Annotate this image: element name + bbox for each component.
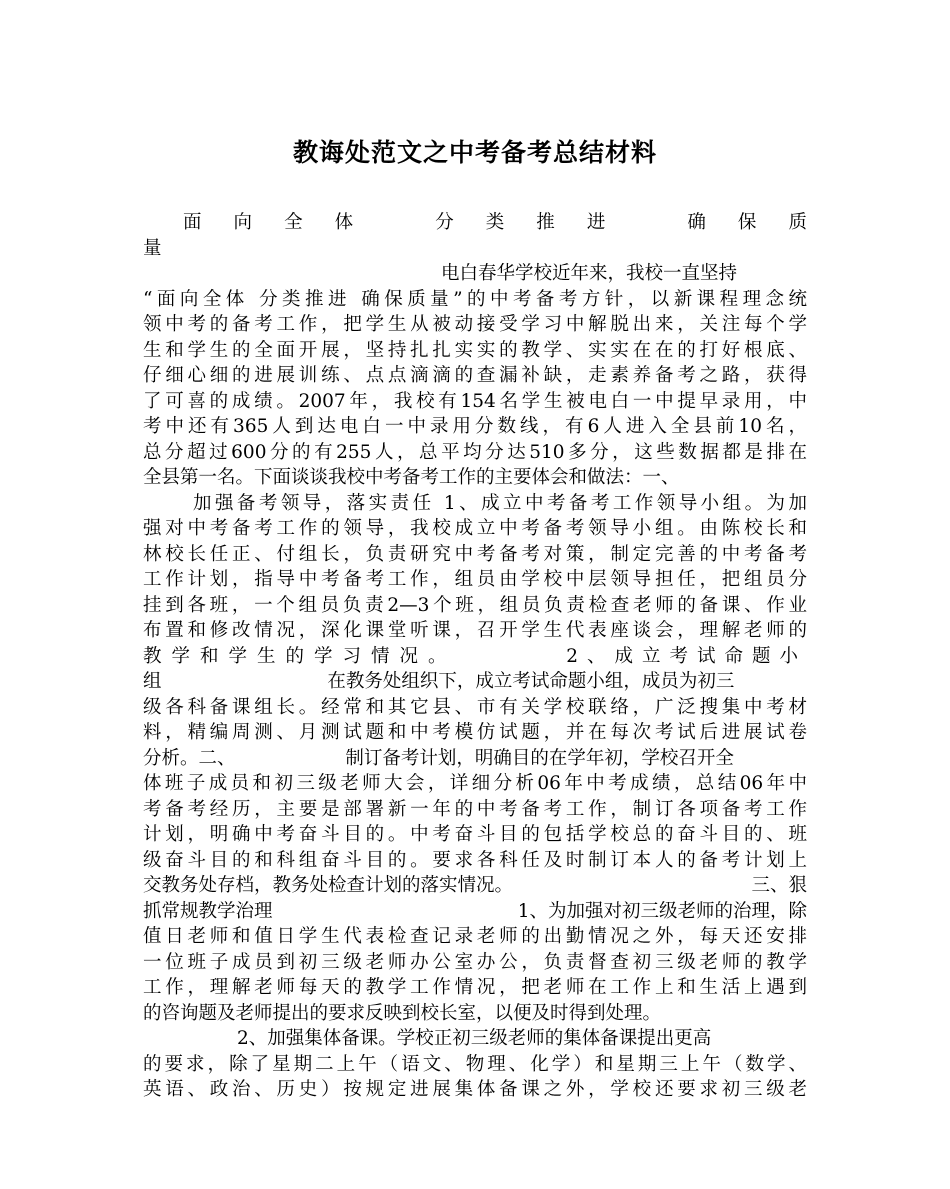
text-line: 量 — [143, 237, 162, 259]
text-line — [143, 899, 807, 925]
text-line — [143, 669, 807, 695]
text-line: 工作计划，指导中考备考工作，组员由学校中层领导担任，把组员分 — [143, 569, 807, 590]
text-line: 强对中考备考工作的领导，我校成立中考备考领导小组。由陈校长和 — [143, 518, 807, 539]
text-line — [143, 644, 807, 670]
text-fragment: 在教务处组织下，成立考试命题小组，成员为初三 — [327, 671, 735, 692]
text-line: 计划，明确中考奋斗目的。中考奋斗目的包括学校总的奋斗目的、班 — [143, 824, 807, 845]
text-line: 挂到各班，一个组员负责2—3个班，组员负责检查老师的备课、作业 — [143, 594, 807, 616]
text-fragment: 教学和学生的学习情况。 — [143, 645, 457, 667]
subtitle-char: 全 — [284, 212, 303, 233]
text-line: 电白春华学校近年来，我校一直坚持 — [441, 263, 738, 284]
text-line: 布置和修改情况，深化课堂听课，召开学生代表座谈会，理解老师的 — [143, 620, 807, 641]
text-line: 一位班子成员到初三级老师办公室办公，负责督查初三级老师的教学 — [143, 951, 807, 973]
text-fragment: 1、为加强对初三级老师的治理，除 — [517, 900, 807, 922]
subtitle-char: 质 — [788, 212, 807, 233]
text-line: 级各科备课组长。经常和其它县、市有关学校联络，广泛搜集中考材 — [143, 696, 807, 718]
text-fragment: 交教务处存档，教务处检查计划的落实情况。 — [143, 875, 514, 896]
subtitle-char: 向 — [233, 212, 253, 233]
text-fragment: 分析。二、 — [143, 747, 236, 769]
subtitle-char: 确 — [687, 212, 706, 233]
text-line: 考中还有365人到达电白一中录用分数线，有6人进入全县前10名， — [143, 416, 807, 437]
text-line: 英语、政治、历史）按规定进展集体备课之外，学校还要求初三级老 — [143, 1079, 807, 1100]
document-body — [143, 210, 807, 1103]
subtitle-char: 类 — [485, 212, 505, 233]
text-line: 工作，理解老师每天的教学工作情况，把老师在工作上和生活上遇到 — [143, 977, 807, 998]
subtitle-char: 保 — [737, 212, 757, 233]
text-line: 生和学生的全面开展，坚持扎扎实实的教学、实实在在的打好根底、 — [143, 339, 807, 361]
subtitle-char: 面 — [183, 212, 202, 233]
text-fragment: 三、狠 — [751, 875, 807, 896]
subtitle-char: 分 — [435, 212, 454, 233]
text-line: 级奋斗目的和科组奋斗目的。要求各科任及时制订本人的备考计划上 — [143, 849, 807, 871]
text-line: 的咨询题及老师提出的要求反映到校长室，以便及时得到处理。 — [143, 1002, 662, 1024]
text-line: 的要求，除了星期二上午（语文、物理、化学）和星期三上午（数学、 — [143, 1053, 807, 1075]
text-line: 加强备考领导，落实责任 1、成立中考备考工作领导小组。为加 — [193, 492, 807, 514]
subtitle-line — [143, 210, 807, 236]
text-fragment: 制订备考计划，明确目的在学年初，学校召开全 — [345, 747, 734, 769]
text-line: 总分超过600分的有255人，总平均分达510多分，这些数据都是排在 — [143, 441, 807, 463]
text-line: 全县第一名。下面谈谈我校中考备考工作的主要体会和做法：一、 — [143, 467, 680, 488]
text-line: 2、加强集体备课。学校正初三级老师的集体备课提出更高 — [237, 1028, 712, 1049]
text-line: 料，精编周测、月测试题和中考模仿试题，并在每次考试后进展试卷 — [143, 722, 807, 743]
text-fragment: 2、成立考试命题小 — [566, 645, 807, 667]
text-line — [143, 746, 807, 772]
subtitle-char: 进 — [586, 212, 606, 233]
text-fragment: 组 — [143, 671, 162, 692]
text-line: 值日老师和值日学生代表检查记录老师的出勤情况之外，每天还安排 — [143, 926, 807, 947]
subtitle-char: 体 — [334, 212, 354, 233]
subtitle-char: 推 — [536, 212, 555, 233]
text-line: 考备考经历，主要是部署新一年的中考备考工作，制订各项备考工作 — [143, 798, 807, 820]
text-line: 领中考的备考工作，把学生从被动接受学习中解脱出来，关注每个学 — [143, 314, 807, 335]
text-line — [143, 873, 807, 899]
text-line: “面向全体 分类推进 确保质量”的中考备考方针，以新课程理念统 — [143, 288, 807, 310]
text-fragment: 抓常规教学治理 — [143, 900, 273, 922]
document-title: 教诲处范文之中考备考总结材料 — [292, 138, 657, 167]
text-line: 林校长任正、付组长，负责研究中考备考对策，制定完善的中考备考 — [143, 543, 807, 565]
text-line: 体班子成员和初三级老师大会，详细分析06年中考成绩，总结06年中 — [143, 773, 807, 794]
text-line: 仔细心细的进展训练、点点滴滴的查漏补缺，走素养备考之路，获得 — [143, 365, 807, 386]
text-line: 了可喜的成绩。2007年，我校有154名学生被电白一中提早录用，中 — [143, 390, 807, 412]
